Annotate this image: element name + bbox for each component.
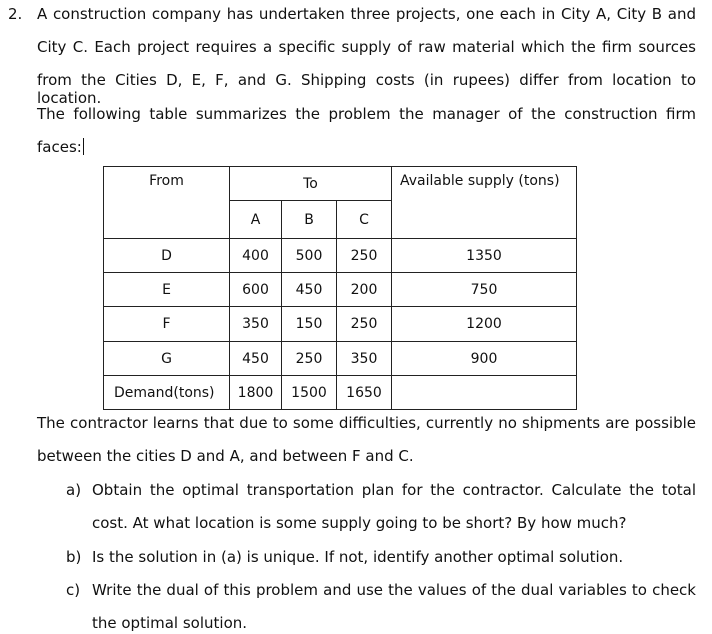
demand-label: Demand(tons)	[104, 376, 230, 410]
supply-cell: 1200	[392, 307, 577, 342]
question-text-line-3: from the Cities D, E, F, and G. Shipping costs (in rupees) differ from location to location.	[37, 71, 696, 107]
header-dest-a: A	[230, 201, 282, 239]
cost-cell: 350	[337, 342, 392, 376]
after-text-line-2: between the cities D and A, and between F and C.	[37, 447, 414, 465]
supply-cell: 750	[392, 273, 577, 307]
question-text-line-4: The following table summarizes the problem the manager of the construction firm	[37, 105, 696, 123]
table-row	[104, 273, 577, 307]
header-from: From	[104, 167, 230, 239]
question-text-faces: faces:	[37, 138, 82, 156]
demand-empty-cell	[392, 376, 577, 410]
transportation-table	[103, 166, 577, 410]
question-text-line-1: A construction company has undertaken three projects, one each in City A, City B and	[37, 5, 696, 23]
header-supply: Available supply (tons)	[392, 167, 577, 239]
part-c-label: c)	[66, 581, 81, 599]
demand-cell: 1650	[337, 376, 392, 410]
part-c-line-2: the optimal solution.	[92, 614, 248, 632]
question-text-line-2: City C. Each project requires a specific supply of raw material which the firm sources	[37, 38, 696, 56]
header-to: To	[230, 167, 392, 201]
cost-cell: 400	[230, 239, 282, 273]
part-a-label: a)	[66, 481, 82, 499]
demand-row	[104, 376, 577, 410]
part-c-line-1: Write the dual of this problem and use the values of the dual variables to check	[92, 581, 696, 599]
part-a-line-2: cost. At what location is some supply going to be short? By how much?	[92, 514, 627, 532]
supply-cell: 900	[392, 342, 577, 376]
demand-cell: 1500	[282, 376, 337, 410]
cost-cell: 450	[282, 273, 337, 307]
cost-cell: 250	[337, 307, 392, 342]
cost-cell: 500	[282, 239, 337, 273]
cost-cell: 200	[337, 273, 392, 307]
cost-cell: 450	[230, 342, 282, 376]
cost-cell: 150	[282, 307, 337, 342]
header-dest-c: C	[337, 201, 392, 239]
source-cell: D	[104, 239, 230, 273]
after-text-line-1: The contractor learns that due to some difficulties, currently no shipments are possible	[37, 414, 696, 432]
cost-cell: 250	[337, 239, 392, 273]
source-cell: G	[104, 342, 230, 376]
part-b-label: b)	[66, 548, 82, 566]
question-number: 2.	[8, 5, 23, 23]
part-b-line-1: Is the solution in (a) is unique. If not, identify another optimal solution.	[92, 548, 624, 566]
table-row	[104, 307, 577, 342]
demand-cell: 1800	[230, 376, 282, 410]
part-a-line-1: Obtain the optimal transportation plan for the contractor. Calculate the total	[92, 481, 696, 499]
text-cursor	[83, 138, 84, 155]
header-dest-b: B	[282, 201, 337, 239]
table-row	[104, 239, 577, 273]
source-cell: E	[104, 273, 230, 307]
source-cell: F	[104, 307, 230, 342]
table-row	[104, 342, 577, 376]
supply-cell: 1350	[392, 239, 577, 273]
cost-cell: 350	[230, 307, 282, 342]
cost-cell: 250	[282, 342, 337, 376]
cost-cell: 600	[230, 273, 282, 307]
question-text-line-5	[37, 138, 84, 156]
